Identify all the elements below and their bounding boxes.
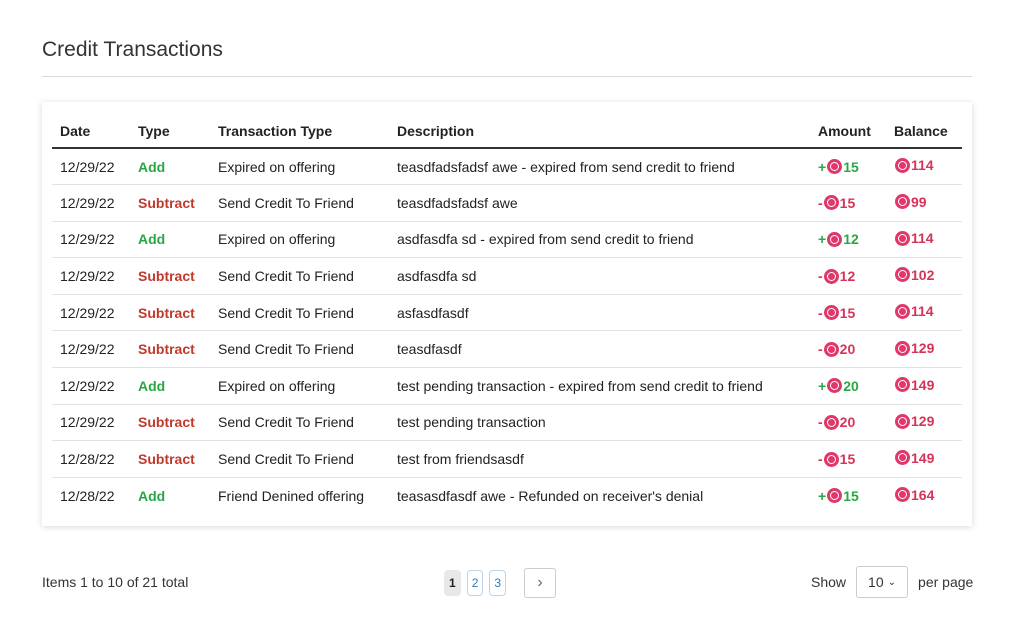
cell-type: Subtract (130, 258, 210, 295)
cell-date: 12/29/22 (52, 185, 130, 222)
cell-date: 12/29/22 (52, 368, 130, 405)
cell-balance (886, 368, 962, 405)
amount-sign: + (818, 158, 827, 175)
table-row (52, 258, 962, 295)
show-label: Show (811, 574, 847, 590)
amount-sign: + (818, 487, 827, 504)
cell-date: 12/29/22 (52, 294, 130, 331)
cell-amount (810, 331, 886, 368)
credit-coin-icon (895, 487, 910, 502)
credit-coin-icon (824, 452, 839, 467)
cell-type: Add (130, 221, 210, 258)
cell-type: Add (130, 368, 210, 405)
cell-type: Add (138, 487, 166, 504)
cell-transaction-type: Send Credit To Friend (210, 185, 389, 222)
cell-balance (886, 294, 962, 331)
cell-date: 12/29/22 (52, 258, 130, 295)
transactions-card (42, 102, 972, 526)
amount-number: 12 (843, 231, 859, 248)
cell-amount (810, 258, 886, 295)
table-row (52, 331, 962, 368)
cell-amount (810, 477, 886, 514)
cell-type: Subtract (130, 294, 210, 331)
cell-balance (886, 221, 962, 258)
amount-number: 12 (839, 268, 856, 285)
cell-description: teasdfadsfadsf awe - expired from send credit to friend (389, 148, 810, 185)
page-1-button[interactable]: 1 (444, 570, 461, 596)
credit-coin-icon (824, 415, 839, 430)
cell-description: asdfasdfa sd (389, 258, 810, 295)
title-divider (42, 76, 972, 77)
credit-coin-icon (895, 450, 910, 465)
table-row (52, 368, 962, 405)
cell-date: 12/29/22 (52, 148, 130, 185)
credit-coin-icon (824, 195, 839, 210)
balance-number: 114 (911, 157, 934, 174)
balance-value (894, 267, 934, 283)
cell-balance (886, 441, 962, 478)
cell-transaction-type: Friend Denined offering (218, 487, 365, 504)
cell-balance (886, 148, 962, 185)
cell-balance (886, 185, 962, 222)
balance-number: 164 (911, 486, 935, 503)
cell-balance (886, 258, 962, 295)
transactions-table (52, 114, 962, 514)
cell-amount (810, 294, 886, 331)
table-row (52, 221, 962, 258)
cell-date: 12/28/22 (52, 441, 130, 478)
amount-number: 15 (843, 487, 859, 504)
balance-value (894, 413, 934, 429)
balance-number: 99 (911, 193, 927, 210)
amount-value (818, 231, 859, 247)
chevron-down-icon: ⌄ (887, 576, 897, 588)
balance-value (894, 230, 934, 246)
table-row (52, 404, 962, 441)
balance-number: 129 (911, 340, 935, 357)
header-balance: Balance (886, 114, 962, 148)
credit-coin-icon (827, 488, 842, 503)
cell-type: Subtract (130, 331, 210, 368)
table-header-row (52, 114, 962, 148)
credit-coin-icon (824, 305, 839, 320)
cell-date: 12/28/22 (60, 487, 115, 504)
amount-value (818, 268, 855, 284)
cell-type: Add (130, 148, 210, 185)
table-row (52, 185, 962, 222)
table-row (52, 148, 962, 185)
amount-value (818, 195, 855, 211)
credit-coin-icon (827, 232, 842, 247)
cell-description: asdfasdfa sd - expired from send credit to friend (389, 221, 810, 258)
credit-coin-icon (895, 341, 910, 356)
amount-sign: - (818, 304, 823, 321)
header-transaction-type: Transaction Type (210, 114, 389, 148)
balance-number: 102 (911, 266, 935, 283)
chevron-right-icon: › (537, 574, 543, 591)
credit-coin-icon (895, 267, 910, 282)
balance-number: 114 (911, 303, 934, 320)
page-3-button[interactable]: 3 (489, 570, 506, 596)
amount-number: 20 (839, 341, 856, 358)
balance-value (894, 194, 927, 210)
cell-amount (810, 441, 886, 478)
amount-sign: + (818, 231, 827, 248)
amount-value (818, 451, 855, 467)
cell-transaction-type: Expired on offering (210, 368, 389, 405)
balance-value (894, 450, 934, 466)
cell-amount (810, 221, 886, 258)
credit-coin-icon (895, 414, 910, 429)
cell-balance (886, 477, 962, 514)
per-page-control (811, 566, 973, 598)
amount-sign: - (818, 414, 823, 431)
per-page-value: 10 (868, 574, 884, 590)
amount-sign: - (818, 194, 823, 211)
cell-transaction-type: Send Credit To Friend (210, 294, 389, 331)
cell-amount (810, 148, 886, 185)
credit-coin-icon (895, 231, 910, 246)
balance-number: 129 (911, 413, 935, 430)
cell-date: 12/29/22 (52, 331, 130, 368)
credit-coin-icon (895, 158, 910, 173)
balance-number: 149 (911, 449, 935, 466)
amount-number: 20 (839, 414, 856, 431)
cell-transaction-type: Send Credit To Friend (210, 258, 389, 295)
amount-value (818, 488, 859, 504)
balance-value (894, 157, 934, 173)
cell-transaction-type: Expired on offering (210, 221, 389, 258)
table-row (52, 477, 962, 514)
cell-description: test pending transaction (389, 404, 810, 441)
amount-number: 15 (839, 194, 856, 211)
credit-coin-icon (895, 194, 910, 209)
balance-value (894, 377, 934, 393)
amount-value (818, 378, 859, 394)
cell-description: teasasdfasdf awe - Refunded on receiver's denial (397, 487, 704, 504)
cell-date: 12/29/22 (52, 404, 130, 441)
cell-date: 12/29/22 (52, 221, 130, 258)
balance-value (894, 303, 934, 319)
amount-sign: - (818, 451, 823, 468)
header-amount: Amount (810, 114, 886, 148)
cell-description: teasdfadsfadsf awe (389, 185, 810, 222)
credit-coin-icon (824, 269, 839, 284)
cell-balance (886, 331, 962, 368)
amount-number: 15 (839, 451, 856, 468)
credit-coin-icon (827, 159, 842, 174)
header-date: Date (52, 114, 130, 148)
cell-type: Subtract (130, 441, 210, 478)
header-description: Description (389, 114, 810, 148)
balance-value (894, 340, 934, 356)
cell-description: teasdfasdf (389, 331, 810, 368)
balance-number: 149 (911, 376, 935, 393)
amount-sign: + (818, 377, 827, 394)
header-type: Type (130, 114, 210, 148)
credit-coin-icon (895, 304, 910, 319)
page-2-button[interactable]: 2 (467, 570, 484, 596)
cell-description: asfasdfasdf (389, 294, 810, 331)
cell-type: Subtract (130, 185, 210, 222)
table-row (52, 294, 962, 331)
cell-description: test pending transaction - expired from send credit to friend (389, 368, 810, 405)
amount-sign: - (818, 268, 823, 285)
balance-number: 114 (911, 230, 934, 247)
next-page-button[interactable] (524, 568, 556, 598)
balance-value (894, 487, 934, 503)
amount-value (818, 414, 855, 430)
cell-transaction-type: Send Credit To Friend (210, 404, 389, 441)
items-count-info: Items 1 to 10 of 21 total (42, 574, 189, 590)
cell-amount (810, 185, 886, 222)
cell-amount (810, 368, 886, 405)
cell-transaction-type: Send Credit To Friend (210, 331, 389, 368)
amount-number: 15 (843, 158, 859, 175)
credit-coin-icon (824, 342, 839, 357)
cell-transaction-type: Expired on offering (210, 148, 389, 185)
per-page-label: per page (918, 574, 974, 590)
amount-number: 15 (839, 304, 856, 321)
cell-type: Subtract (130, 404, 210, 441)
pagination (444, 568, 556, 598)
credit-coin-icon (827, 378, 842, 393)
cell-balance (886, 404, 962, 441)
table-row (52, 441, 962, 478)
cell-transaction-type: Send Credit To Friend (210, 441, 389, 478)
amount-value (818, 341, 855, 357)
amount-value (818, 305, 855, 321)
per-page-select[interactable] (856, 566, 908, 598)
amount-number: 20 (843, 377, 859, 394)
cell-description: test from friendsasdf (389, 441, 810, 478)
page-title: Credit Transactions (42, 38, 223, 61)
credit-coin-icon (895, 377, 910, 392)
amount-sign: - (818, 341, 823, 358)
amount-value (818, 159, 859, 175)
cell-amount (810, 404, 886, 441)
